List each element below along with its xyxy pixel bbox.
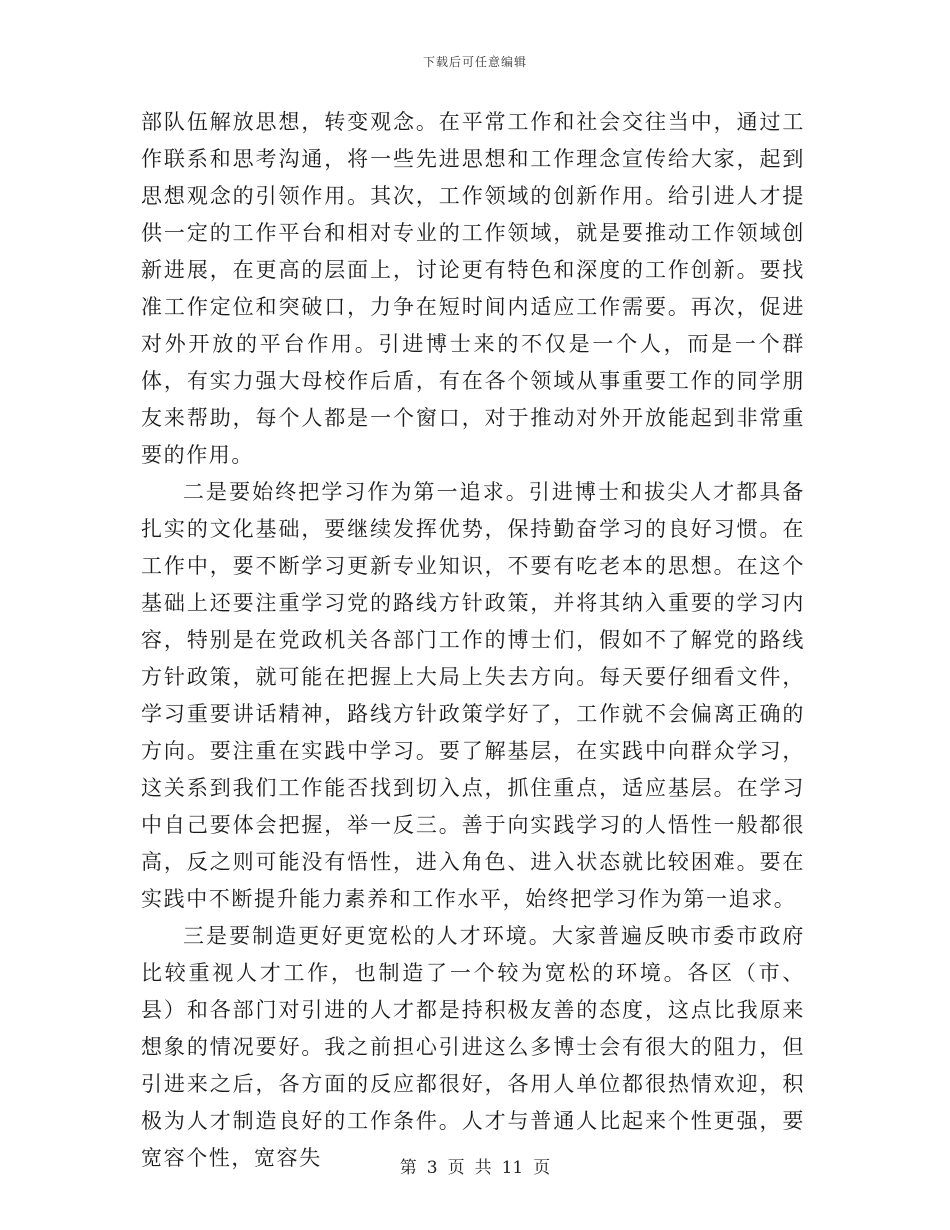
page-footer bbox=[0, 1153, 950, 1178]
footer-suffix: 页 bbox=[533, 1158, 551, 1178]
footer-prefix: 第 bbox=[399, 1158, 417, 1178]
paragraph-2: 二是要始终把学习作为第一追求。引进博士和拔尖人才都具备扎实的文化基础，要继续发挥优势，保持勤奋学习的良好习惯。在工作中，要不断学习更新专业知识，不要有吃老本的思想。在这个基础上还要注重学习党的路线方针政策，并将其纳入重要的学习内容，特别是在党政机关各部门工作的博士们，假如不了解党的路线方针政策，就可能在把握上大局上失去方向。每天要仔细看文件，学习重要讲话精神，路线方针政策学好了，工作就不会偏离正确的方向。要注重在实践中学习。要了解基层，在实践中向群众学习，这关系到我们工作能否找到切入点，抓住重点，适应基层。在学习中自己要体会把握，举一反三。善于向实践学习的人悟性一般都很高，反之则可能没有悟性，进入角色、进入状态就比较困难。要在实践中不断提升能力素养和工作水平，始终把学习作为第一追求。 bbox=[141, 480, 805, 911]
footer-page-number: 3 bbox=[426, 1158, 438, 1178]
footer-total-word: 共 bbox=[474, 1158, 492, 1178]
paragraph-1: 部队伍解放思想，转变观念。在平常工作和社会交往当中，通过工作联系和思考沟通，将一些先进思想和工作理念宣传给大家，起到思想观念的引领作用。其次，工作领域的创新作用。给引进人才提供一定的工作平台和相对专业的工作领域，就是要推动工作领域创新进展，在更高的层面上，讨论更有特色和深度的工作创新。要找准工作定位和突破口，力争在短时间内适应工作需要。再次，促进对外开放的平台作用。引进博士来的不仅是一个人，而是一个群体，有实力强大母校作后盾，有在各个领域从事重要工作的同学朋友来帮助，每个人都是一个窗口，对于推动对外开放能起到非常重要的作用。 bbox=[141, 110, 805, 467]
paragraph-3: 三是要制造更好更宽松的人才环境。大家普遍反映市委市政府比较重视人才工作，也制造了一个较为宽松的环境。各区（市、县）和各部门对引进的人才都是持积极友善的态度，这点比我原来想象的情况要好。我之前担心引进这么多博士会有很大的阻力，但引进来之后，各方面的反应都很好，各用人单位都很热情欢迎，积极为人才制造良好的工作条件。人才与普通人比起来个性更强，要宽容个性，宽容失 bbox=[141, 924, 805, 1170]
footer-total-pages: 11 bbox=[501, 1158, 524, 1178]
page-header-note: 下载后可任意编辑 bbox=[422, 55, 527, 69]
document-body bbox=[141, 104, 805, 1177]
footer-page-word: 页 bbox=[447, 1158, 465, 1178]
